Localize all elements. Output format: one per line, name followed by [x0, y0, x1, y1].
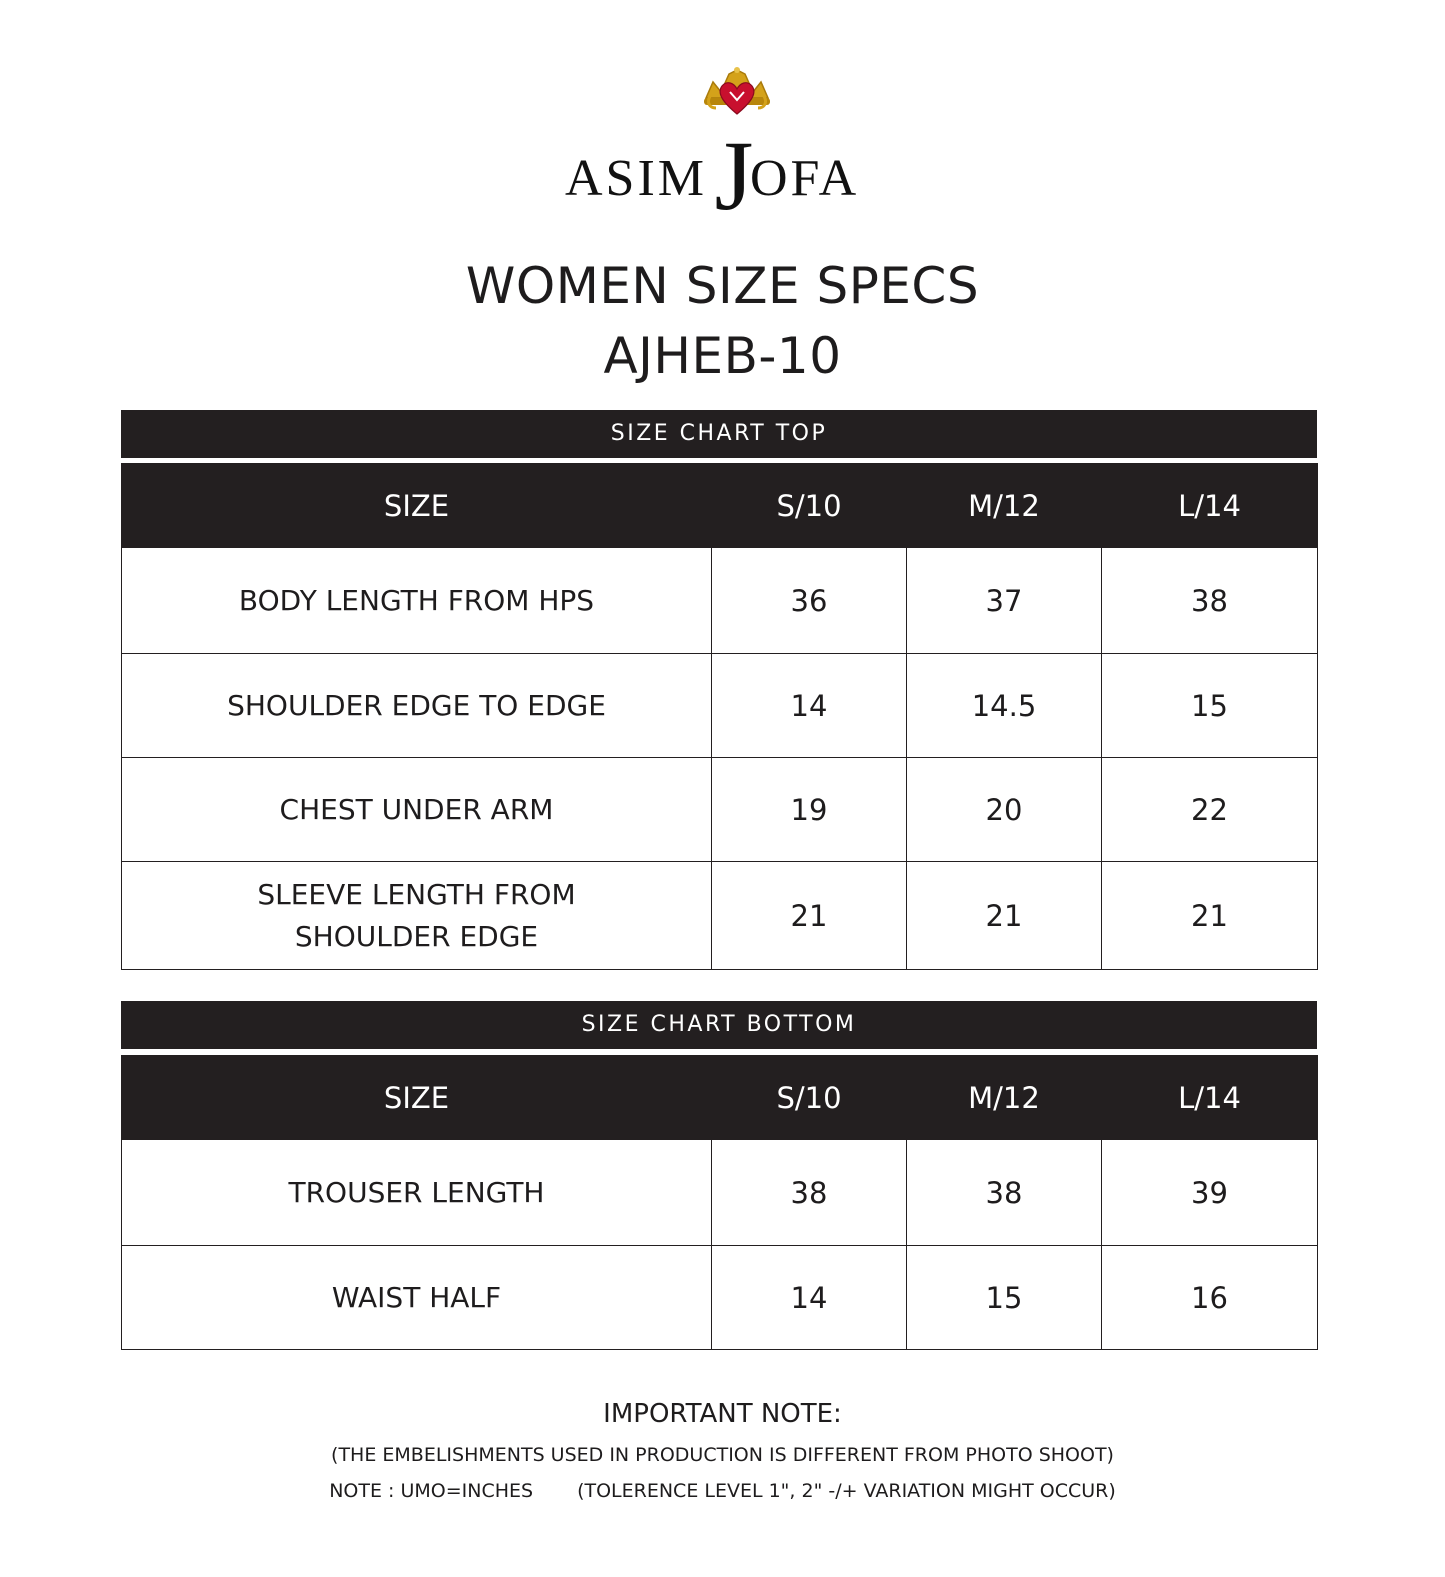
brand-logo: [0, 64, 1445, 224]
section-header-bottom: SIZE CHART BOTTOM: [121, 1001, 1317, 1049]
row-label: SHOULDER EDGE TO EDGE: [122, 654, 712, 758]
style-code: AJHEB-10: [603, 327, 842, 385]
table-row: [122, 862, 1318, 970]
table-row: [122, 654, 1318, 758]
crown-emblem-icon: [704, 67, 770, 114]
table-row: [122, 1140, 1318, 1246]
cell-value: 19: [712, 758, 907, 862]
brand-name-right: OFA: [750, 150, 860, 207]
column-header: M/12: [907, 464, 1102, 548]
size-chart-top-table: [121, 463, 1318, 970]
important-note-heading: IMPORTANT NOTE:: [603, 1399, 842, 1429]
section-header-top: SIZE CHART TOP: [121, 410, 1317, 458]
column-header: S/10: [712, 464, 907, 548]
cell-value: 39: [1102, 1140, 1318, 1246]
column-header: SIZE: [122, 464, 712, 548]
row-label: WAIST HALF: [122, 1246, 712, 1350]
cell-value: 14: [712, 654, 907, 758]
tolerance-note: (TOLERENCE LEVEL 1", 2" -/+ VARIATION MIGHT OCCUR): [577, 1480, 1116, 1502]
cell-value: 14.5: [907, 654, 1102, 758]
table-row: [122, 758, 1318, 862]
brand-name-initial: J: [714, 120, 754, 224]
row-label: BODY LENGTH FROM HPS: [122, 548, 712, 654]
units-note: [0, 1478, 1445, 1504]
cell-value: 16: [1102, 1246, 1318, 1350]
cell-value: 36: [712, 548, 907, 654]
unit-note: NOTE : UMO=INCHES: [329, 1480, 534, 1502]
cell-value: 38: [712, 1140, 907, 1246]
cell-value: 21: [1102, 862, 1318, 970]
table-row: [122, 1246, 1318, 1350]
embellishment-note: (THE EMBELISHMENTS USED IN PRODUCTION IS DIFFERENT FROM PHOTO SHOOT): [331, 1444, 1114, 1466]
cell-value: 14: [712, 1246, 907, 1350]
column-header: S/10: [712, 1056, 907, 1140]
column-header: SIZE: [122, 1056, 712, 1140]
table-row: [122, 548, 1318, 654]
cell-value: 38: [907, 1140, 1102, 1246]
row-label: CHEST UNDER ARM: [122, 758, 712, 862]
column-header: L/14: [1102, 1056, 1318, 1140]
page-title: WOMEN SIZE SPECS: [465, 257, 980, 315]
row-label: TROUSER LENGTH: [122, 1140, 712, 1246]
size-chart-bottom-table: [121, 1055, 1318, 1350]
cell-value: 37: [907, 548, 1102, 654]
cell-value: 21: [907, 862, 1102, 970]
cell-value: 38: [1102, 548, 1318, 654]
table-header-row: [122, 1056, 1318, 1140]
cell-value: 15: [907, 1246, 1102, 1350]
brand-name-left: ASIM: [564, 150, 707, 207]
cell-value: 20: [907, 758, 1102, 862]
column-header: M/12: [907, 1056, 1102, 1140]
cell-value: 22: [1102, 758, 1318, 862]
cell-value: 21: [712, 862, 907, 970]
column-header: L/14: [1102, 464, 1318, 548]
cell-value: 15: [1102, 654, 1318, 758]
table-header-row: [122, 464, 1318, 548]
row-label: SLEEVE LENGTH FROM SHOULDER EDGE: [122, 862, 712, 970]
